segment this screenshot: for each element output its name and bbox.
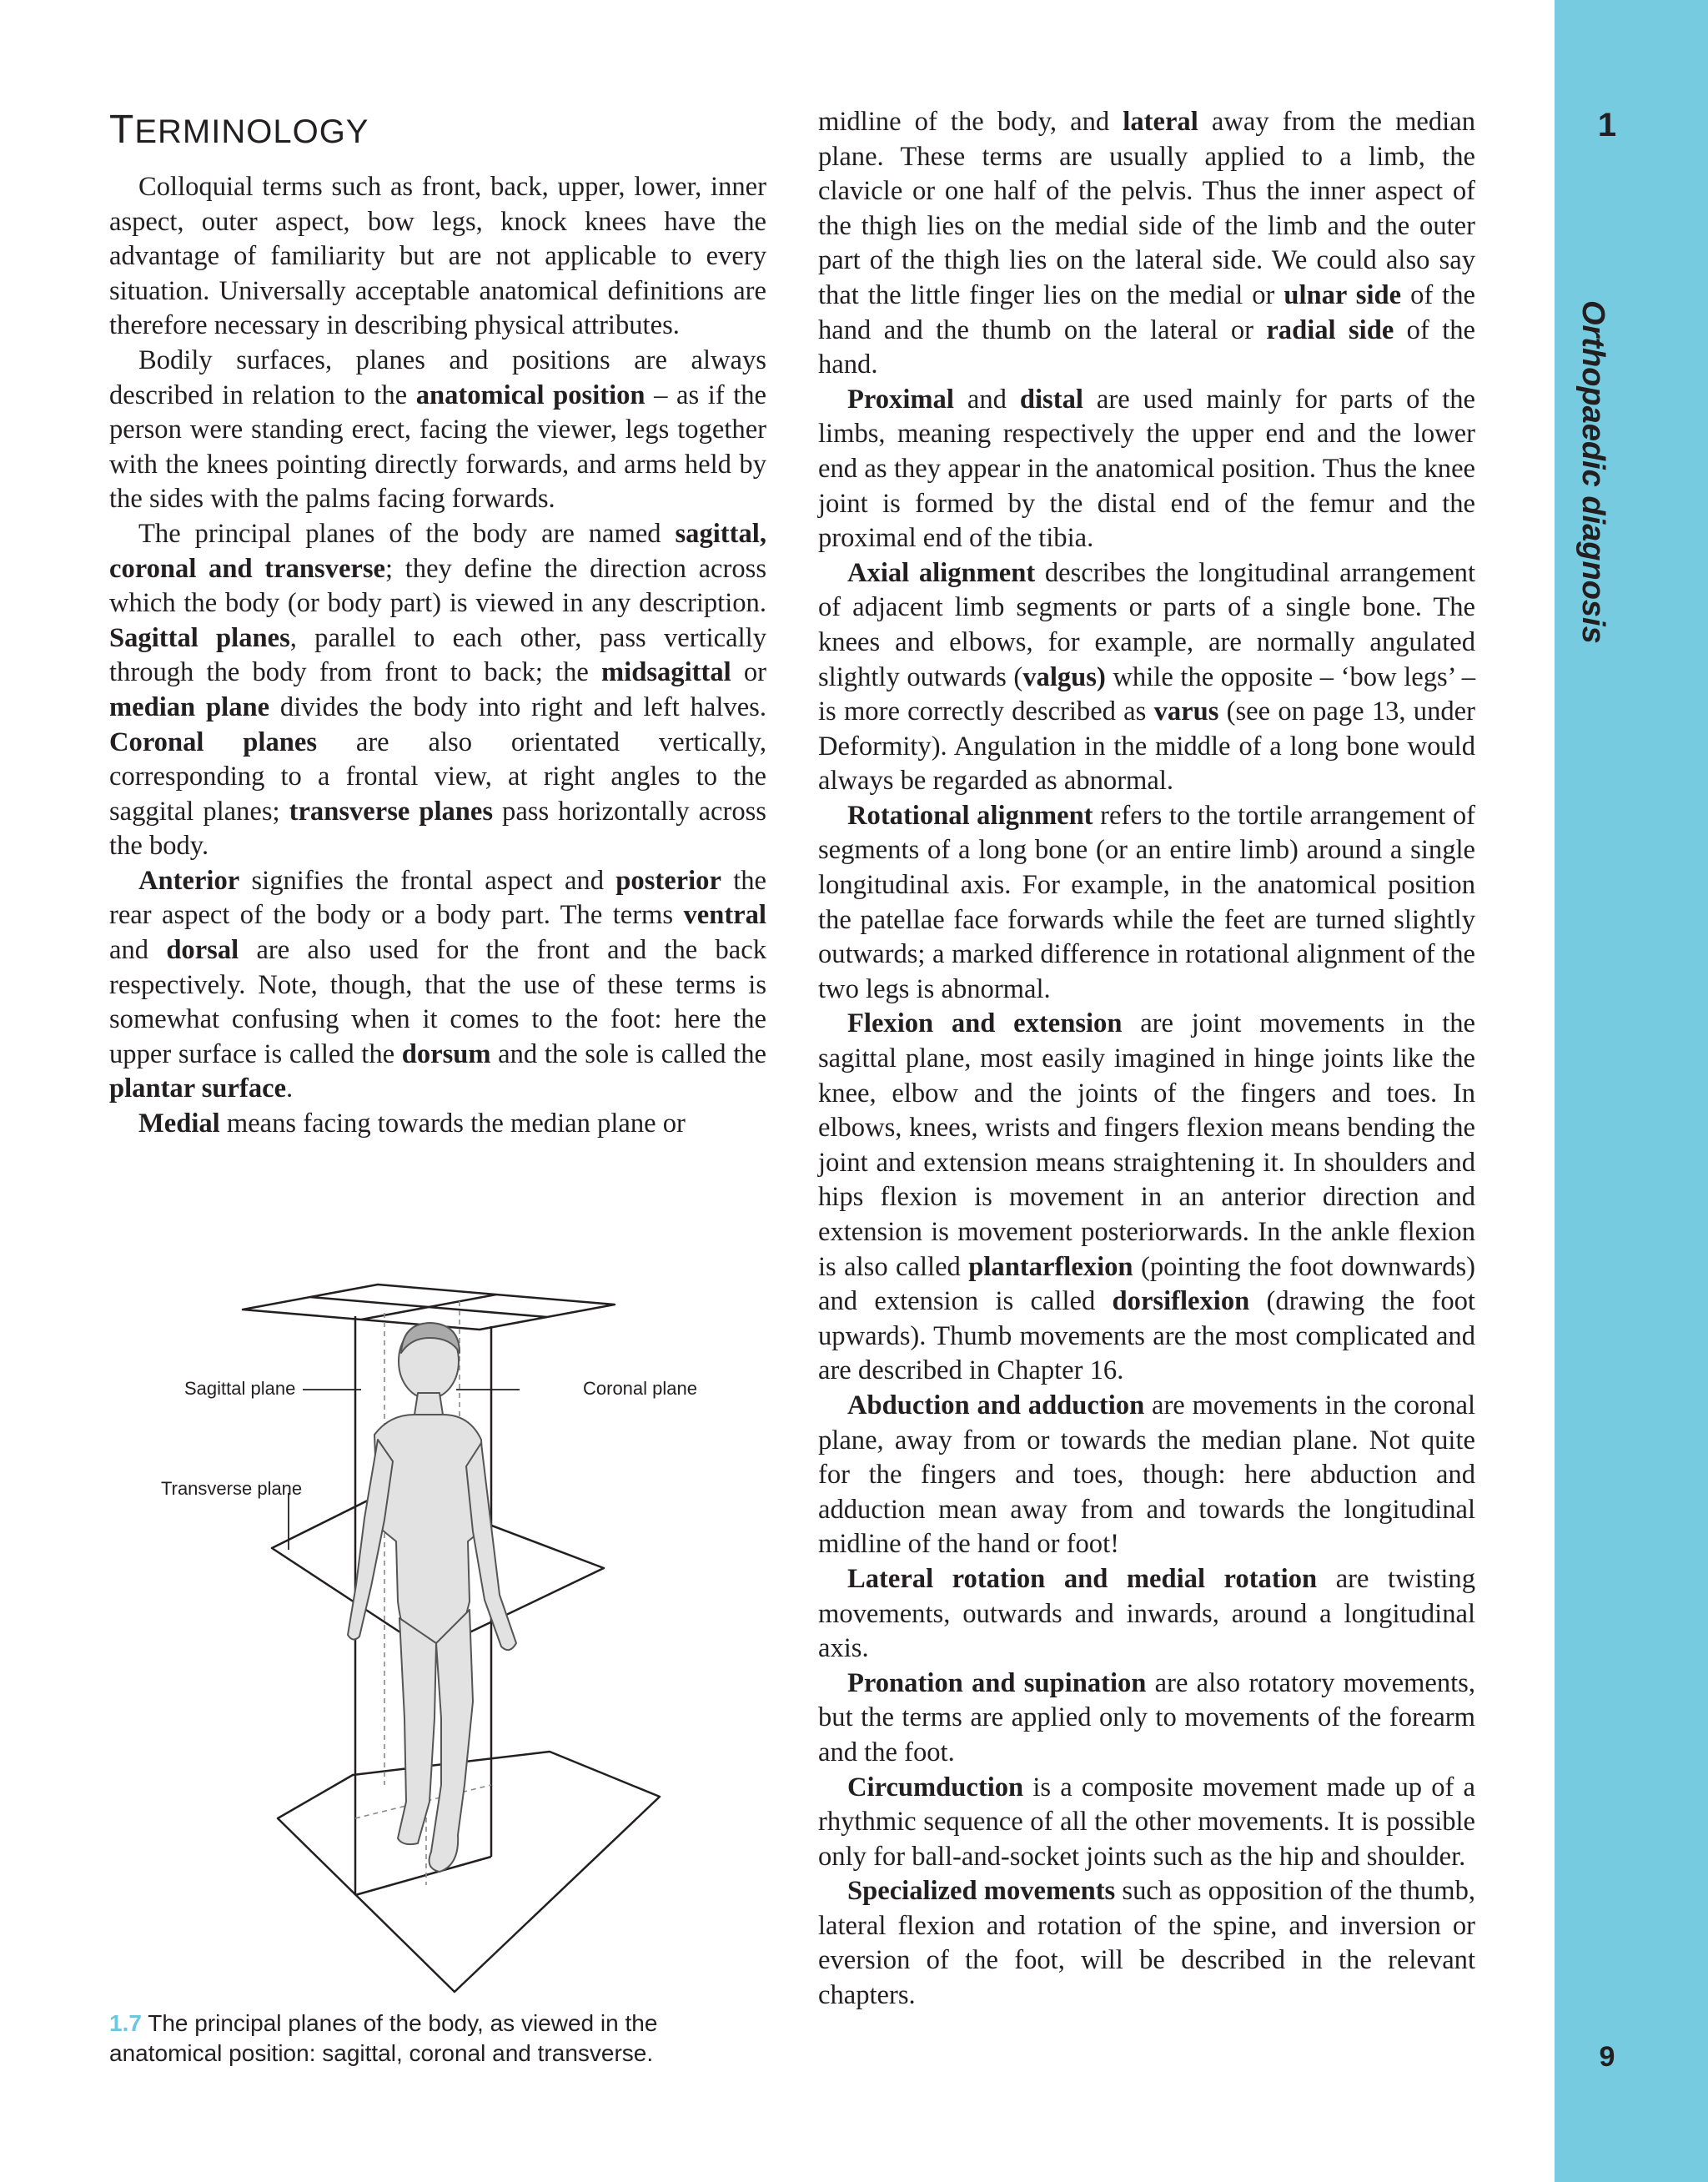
text-run: is a composite movement made up of a rhythmic sequence of all the other movements. It is possible only for ball-and-socket joints such as the hip and shoulder. (818, 1772, 1475, 1872)
text-run: means facing towards the median plane or (219, 1109, 686, 1139)
term: lateral (1123, 107, 1198, 137)
text-run: are twisting movements, outwards and inwards, around a longitudinal axis. (818, 1563, 1475, 1664)
text-run: and (953, 384, 1020, 415)
term: plantarflexion (968, 1251, 1133, 1282)
text-run: divides the body into right and left halves. (269, 691, 766, 722)
text-run: describes the longitudinal arrangement of adjacent limb segments or parts of a single bone. The knees and elbows, for example, are normally angulated slightly outwards ( (818, 557, 1476, 692)
text-run: away from the median plane. These terms are usually applied to a limb, the clavicle or one half of the pelvis. Thus the inner aspect of the thigh lies on the medial side of the limb and the outer part of the thigh lies on the lateral side. We could also say that the little finger lies on the medial or (818, 107, 1475, 310)
box-edge (355, 1857, 491, 1895)
term: Flexion and extension (847, 1008, 1123, 1039)
text-run: (see on page 13, under Deformity). Angulation in the middle of a long bone would always be regarded as abnormal. (818, 696, 1475, 797)
paragraph (818, 1007, 1475, 1389)
paragraph (818, 1562, 1475, 1667)
top-plane-divider (361, 1295, 496, 1320)
section-title-initial: T (109, 108, 135, 152)
term: Coronal planes (109, 726, 318, 757)
term: Rotational alignment (847, 800, 1093, 831)
coronal-plane-label: Coronal plane (583, 1378, 697, 1399)
paragraph (109, 344, 766, 517)
term: ulnar side (1284, 279, 1402, 310)
chapter-number: 1 (1597, 107, 1617, 143)
left-column (109, 98, 766, 1142)
text-run: midline of the body, and (818, 107, 1123, 137)
term: plantar surface (109, 1073, 287, 1104)
text-run: signifies the frontal aspect and (239, 865, 616, 896)
base-plane (278, 1752, 660, 1992)
text-run: are also rotatory movements, but the terms are applied only to movements of the forearm and the foot. (818, 1667, 1475, 1767)
paragraph (818, 1771, 1475, 1875)
term: Axial alignment (847, 557, 1036, 588)
paragraph (818, 1667, 1475, 1771)
term: median plane (109, 691, 270, 722)
body-planes-illustration (109, 1251, 766, 2002)
paragraph (818, 799, 1475, 1008)
text-run: are movements in the coronal plane, away from or towards the median plane. Not quite for the fingers and toes, though: here abduction and adduction mean away from and towards the longitudinal midline of the hand or foot! (818, 1390, 1475, 1560)
figure-body-planes (109, 1251, 766, 2002)
paragraph (818, 1874, 1475, 2013)
text-run: of the hand and the thumb on the lateral or (818, 279, 1475, 345)
page-number: 9 (1599, 2041, 1615, 2073)
sagittal-plane-label: Sagittal plane (184, 1378, 296, 1399)
paragraph (109, 517, 766, 864)
text-run: (pointing the foot downwards) and extension is called (818, 1251, 1475, 1317)
text-run: The principal planes of the body are named (138, 518, 676, 549)
figure-number: 1.7 (109, 2010, 142, 2036)
figure-caption (109, 2009, 768, 2069)
term: dorsum (401, 1038, 491, 1069)
term: Abduction and adduction (847, 1390, 1145, 1420)
term: valgus) (1022, 661, 1106, 692)
text-run: are also used for the front and the back respectively. Note, though, that the use of these terms is somewhat confusing when it comes to the foot: here the upper surface is called the (109, 935, 766, 1069)
text-run: – as if the person were standing erect, facing the viewer, legs together with the knees pointing directly forwards, and arms held by the sides with the palms facing forwards. (109, 380, 766, 515)
paragraph (109, 864, 766, 1107)
term: midsagittal (601, 657, 731, 688)
text-run: pass horizontally across the body. (109, 796, 766, 862)
term: distal (1019, 384, 1083, 415)
figure-caption-text: The principal planes of the body, as viewed in the anatomical position: sagittal, coronal and transverse. (109, 2010, 658, 2066)
left-body-text (109, 170, 766, 1142)
right-column (818, 105, 1475, 2014)
paragraph (818, 556, 1475, 799)
text-run: while the opposite – ‘bow legs’ – is more correctly described as (818, 661, 1475, 727)
text-run: . (286, 1073, 294, 1104)
term: sagittal, coronal and transverse (109, 518, 766, 584)
paragraph (109, 170, 766, 344)
text-run: or (731, 657, 766, 688)
term: transverse planes (289, 796, 494, 827)
term: radial side (1266, 314, 1394, 345)
paragraph (818, 1389, 1475, 1562)
term: varus (1153, 696, 1219, 727)
text-run: such as opposition of the thumb, lateral flexion and rotation of the spine, and inversion or eversion of the foot, will be described in the relevant chapters. (818, 1876, 1475, 2011)
section-title-rest: ERMINOLOGY (134, 113, 369, 150)
text-run: ; they define the direction across which the body (or body part) is viewed in any description. (109, 553, 766, 619)
paragraph (109, 1107, 766, 1142)
section-title (109, 110, 766, 150)
text-run: and (109, 935, 167, 966)
term: dorsal (166, 935, 239, 966)
term: ventral (683, 900, 766, 931)
term: Anterior (138, 865, 240, 896)
text-run: are joint movements in the sagittal plane, most easily imagined in hinge joints like the knee, elbow and the joints of the fingers and toes. In elbows, knees, wrists and fingers flexion means bending the joint and extension means straightening it. In shoulders and hips flexion is movement in an anterior direction and extension is movement posteriorwards. In the ankle flexion is also called (818, 1008, 1476, 1282)
term: Sagittal planes (109, 622, 290, 653)
text-run: (drawing the foot upwards). Thumb movements are the most complicated and are described in Chapter 16. (818, 1286, 1475, 1386)
term: Circumduction (847, 1772, 1024, 1802)
text-run: refers to the tortile arrangement of segments of a long bone (or an entire limb) around a single longitudinal axis. For example, in the anatomical position the patellae face forwards while the feet are turned slightly outwards; a marked difference in rotational alignment of the two legs is abnormal. (818, 800, 1475, 1004)
term: Specialized movements (847, 1876, 1116, 1907)
text-run: , parallel to each other, pass vertically through the body from front to back; the (109, 622, 766, 688)
text-run: are also orientated vertically, corresponding to a frontal view, at right angles to the saggital planes; (109, 726, 766, 827)
text-run: Colloquial terms such as front, back, upper, lower, inner aspect, outer aspect, bow legs, knock knees have the advantage of familiarity but are not applicable to every situation. Universally acceptable anatomical definitions are therefore necessary in describing physical attributes. (109, 172, 766, 341)
running-head: Orthopaedic diagnosis (1575, 300, 1610, 644)
text-run: are used mainly for parts of the limbs, meaning respectively the upper end and the lower end as they appear in the anatomical position. Thus the knee joint is formed by the distal end of the femur and the proximal end of the tibia. (818, 384, 1475, 554)
term: Pronation and supination (847, 1667, 1147, 1698)
figure-neck (414, 1393, 443, 1415)
paragraph (818, 383, 1475, 556)
text-run: and the sole is called the (490, 1038, 767, 1069)
term: Lateral rotation and medial rotation (847, 1563, 1318, 1594)
term: posterior (615, 865, 721, 896)
term: Medial (138, 1109, 220, 1139)
term: dorsiflexion (1112, 1286, 1250, 1317)
figure-right-leg (398, 1618, 436, 1844)
text-run: the rear aspect of the body or a body part. The terms (109, 865, 767, 931)
paragraph (818, 105, 1475, 383)
term: Proximal (847, 384, 954, 415)
term: anatomical position (415, 380, 646, 410)
transverse-plane-label: Transverse plane (161, 1478, 303, 1499)
right-body-text (818, 105, 1475, 2014)
text-run: of the hand. (818, 314, 1475, 380)
text-run: Bodily surfaces, planes and positions are always described in relation to the (109, 344, 766, 410)
